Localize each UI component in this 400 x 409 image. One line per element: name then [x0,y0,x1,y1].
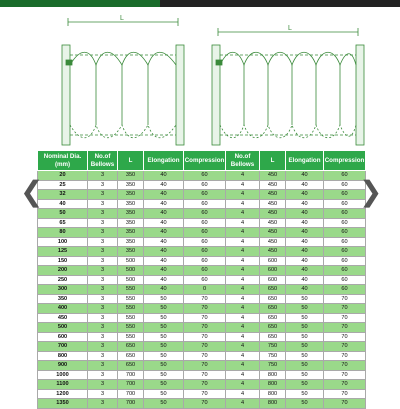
header-length-3: L [118,151,144,171]
table-cell: 60 [184,275,226,285]
table-cell: 60 [184,228,226,238]
table-cell: 900 [38,361,88,371]
table-cell: 50 [286,304,324,314]
table-cell: 350 [118,199,144,209]
table-row [38,389,366,399]
table-row [38,266,366,276]
table-cell: 60 [184,256,226,266]
table-cell: 3 [88,380,118,390]
table-cell: 50 [144,351,184,361]
table-cell: 700 [118,380,144,390]
table-cell: 550 [118,313,144,323]
dimension-label-left: L [120,15,124,22]
table-row [38,380,366,390]
table-cell: 4 [226,342,260,352]
table-row [38,247,366,257]
drawing-4-bellows [212,25,364,145]
table-row [38,332,366,342]
table-cell: 40 [144,180,184,190]
table-cell: 40 [38,199,88,209]
bellows-drawings [40,10,370,148]
table-cell: 0 [184,285,226,295]
table-cell: 70 [184,370,226,380]
table-cell: 60 [324,199,366,209]
table-cell: 450 [260,171,286,181]
table-cell: 4 [226,266,260,276]
table-cell: 70 [324,351,366,361]
table-row [38,361,366,371]
table-cell: 70 [184,380,226,390]
table-cell: 450 [260,228,286,238]
table-cell: 4 [226,313,260,323]
table-cell: 4 [226,247,260,257]
table-cell: 3 [88,247,118,257]
table-cell: 550 [118,294,144,304]
header-compression-4: Compression [324,151,366,171]
table-cell: 3 [88,190,118,200]
table-cell: 3 [88,323,118,333]
table-cell: 3 [88,313,118,323]
table-cell: 3 [88,180,118,190]
table-cell: 350 [118,209,144,219]
table-cell: 50 [144,380,184,390]
table-cell: 50 [144,399,184,409]
table-cell: 50 [286,332,324,342]
table-cell: 40 [286,218,324,228]
table-cell: 1200 [38,389,88,399]
table-cell: 350 [118,247,144,257]
table-row [38,218,366,228]
table-cell: 70 [324,294,366,304]
table-cell: 450 [260,180,286,190]
table-cell: 70 [184,294,226,304]
table-row [38,294,366,304]
table-cell: 50 [286,399,324,409]
table-cell: 4 [226,209,260,219]
table-cell: 650 [118,342,144,352]
table-cell: 4 [226,332,260,342]
table-cell: 650 [260,304,286,314]
table-cell: 3 [88,342,118,352]
table-cell: 50 [286,380,324,390]
table-cell: 550 [118,332,144,342]
table-cell: 500 [118,256,144,266]
table-cell: 40 [144,266,184,276]
table-cell: 350 [118,228,144,238]
table-cell: 70 [324,399,366,409]
table-cell: 350 [38,294,88,304]
table-cell: 50 [144,313,184,323]
table-cell: 50 [144,370,184,380]
table-cell: 40 [286,237,324,247]
table-cell: 500 [118,266,144,276]
table-cell: 40 [144,237,184,247]
table-cell: 3 [88,275,118,285]
next-page-button[interactable] [359,175,383,208]
table-cell: 1100 [38,380,88,390]
table-cell: 4 [226,294,260,304]
table-cell: 700 [118,370,144,380]
table-cell: 4 [226,237,260,247]
table-cell: 550 [118,304,144,314]
table-cell: 750 [260,351,286,361]
table-row [38,342,366,352]
table-cell: 70 [324,332,366,342]
table-cell: 600 [260,266,286,276]
table-cell: 4 [226,228,260,238]
table-cell: 250 [38,275,88,285]
chevron-right-icon: ❯ [359,175,383,208]
table-cell: 50 [144,389,184,399]
table-row [38,209,366,219]
table-cell: 4 [226,190,260,200]
table-cell: 3 [88,237,118,247]
table-cell: 70 [324,304,366,314]
table-cell: 600 [38,332,88,342]
table-row [38,275,366,285]
table-cell: 70 [324,361,366,371]
table-cell: 60 [184,209,226,219]
table-cell: 450 [260,190,286,200]
table-cell: 4 [226,275,260,285]
table-cell: 40 [144,285,184,295]
header-bar [0,0,400,7]
table-cell: 60 [184,237,226,247]
table-cell: 800 [260,380,286,390]
table-cell: 70 [184,361,226,371]
table-cell: 40 [144,199,184,209]
table-row [38,228,366,238]
table-cell: 70 [324,380,366,390]
table-cell: 800 [260,389,286,399]
table-cell: 60 [324,237,366,247]
table-cell: 70 [184,389,226,399]
table-cell: 40 [144,256,184,266]
table-row [38,180,366,190]
table-cell: 40 [286,199,324,209]
table-cell: 70 [184,332,226,342]
table-cell: 3 [88,399,118,409]
table-cell: 3 [88,304,118,314]
table-cell: 3 [88,171,118,181]
table-cell: 1350 [38,399,88,409]
header-compression-3: Compression [184,151,226,171]
table-cell: 70 [324,389,366,399]
table-cell: 60 [324,285,366,295]
table-cell: 800 [38,351,88,361]
table-cell: 4 [226,389,260,399]
table-cell: 350 [118,190,144,200]
table-cell: 60 [324,171,366,181]
table-row [38,237,366,247]
table-cell: 60 [324,256,366,266]
table-cell: 350 [118,218,144,228]
table-cell: 4 [226,171,260,181]
table-cell: 40 [286,266,324,276]
table-cell: 60 [324,180,366,190]
table-cell: 40 [286,247,324,257]
table-row [38,304,366,314]
table-cell: 20 [38,171,88,181]
table-cell: 50 [286,294,324,304]
table-cell: 4 [226,323,260,333]
table-cell: 750 [260,361,286,371]
table-cell: 600 [260,275,286,285]
table-cell: 40 [286,190,324,200]
table-cell: 500 [38,323,88,333]
table-cell: 50 [144,304,184,314]
table-cell: 50 [286,370,324,380]
table-cell: 40 [144,190,184,200]
table-row [38,199,366,209]
table-cell: 60 [184,199,226,209]
table-cell: 350 [118,180,144,190]
table-cell: 40 [144,247,184,257]
table-cell: 60 [324,228,366,238]
table-cell: 60 [184,180,226,190]
table-cell: 40 [286,256,324,266]
table-cell: 650 [260,332,286,342]
table-cell: 70 [184,342,226,352]
table-cell: 450 [260,199,286,209]
table-cell: 60 [324,218,366,228]
table-cell: 40 [286,228,324,238]
table-cell: 750 [260,342,286,352]
table-cell: 50 [286,342,324,352]
table-cell: 50 [144,332,184,342]
table-cell: 60 [324,209,366,219]
table-cell: 4 [226,285,260,295]
drawing-3-bellows [62,15,184,145]
specs-table [37,150,366,409]
table-cell: 70 [184,313,226,323]
table-cell: 60 [324,275,366,285]
table-cell: 450 [260,237,286,247]
table-cell: 3 [88,228,118,238]
table-cell: 450 [260,218,286,228]
table-cell: 70 [184,304,226,314]
table-cell: 400 [38,304,88,314]
table-cell: 3 [88,266,118,276]
table-cell: 800 [260,370,286,380]
table-row [38,256,366,266]
table-row [38,171,366,181]
prev-page-button[interactable] [20,175,44,208]
table-cell: 50 [286,389,324,399]
table-cell: 50 [286,351,324,361]
table-cell: 40 [144,228,184,238]
table-cell: 650 [260,323,286,333]
dimension-label-right: L [288,25,292,32]
table-cell: 350 [118,171,144,181]
chevron-left-icon: ❮ [20,175,44,208]
table-cell: 3 [88,285,118,295]
table-cell: 60 [184,190,226,200]
table-cell: 125 [38,247,88,257]
table-cell: 40 [144,209,184,219]
table-row [38,323,366,333]
table-cell: 40 [286,180,324,190]
table-cell: 60 [184,247,226,257]
table-cell: 65 [38,218,88,228]
header-elongation-4: Elongation [286,151,324,171]
table-cell: 500 [118,275,144,285]
table-cell: 60 [184,218,226,228]
table-cell: 450 [38,313,88,323]
table-cell: 3 [88,256,118,266]
table-cell: 3 [88,199,118,209]
table-cell: 650 [260,285,286,295]
table-cell: 50 [144,294,184,304]
table-cell: 4 [226,361,260,371]
table-cell: 40 [286,171,324,181]
table-cell: 70 [324,342,366,352]
table-cell: 3 [88,218,118,228]
header-length-4: L [260,151,286,171]
table-cell: 70 [324,323,366,333]
table-cell: 40 [144,275,184,285]
header-elongation-3: Elongation [144,151,184,171]
table-row [38,370,366,380]
table-cell: 50 [286,361,324,371]
table-cell: 3 [88,389,118,399]
table-cell: 4 [226,218,260,228]
table-cell: 300 [38,285,88,295]
table-cell: 32 [38,190,88,200]
table-cell: 70 [324,313,366,323]
table-cell: 60 [324,266,366,276]
table-cell: 650 [260,294,286,304]
table-header-row [38,151,366,171]
header-bellows-3: No.of Bellows [88,151,118,171]
table-cell: 3 [88,351,118,361]
table-cell: 650 [118,351,144,361]
table-cell: 4 [226,256,260,266]
table-cell: 70 [324,370,366,380]
table-cell: 200 [38,266,88,276]
table-cell: 4 [226,180,260,190]
table-cell: 50 [144,323,184,333]
table-cell: 60 [324,190,366,200]
table-cell: 1000 [38,370,88,380]
table-cell: 50 [144,342,184,352]
table-cell: 100 [38,237,88,247]
table-cell: 60 [324,247,366,257]
table-cell: 4 [226,380,260,390]
table-cell: 50 [286,323,324,333]
header-nominal-dia: Nominal Dia. (mm) [38,151,88,171]
table-cell: 700 [38,342,88,352]
table-row [38,285,366,295]
header-accent [0,0,160,7]
table-cell: 70 [184,399,226,409]
table-cell: 80 [38,228,88,238]
table-cell: 3 [88,332,118,342]
table-cell: 70 [184,323,226,333]
table-cell: 650 [118,361,144,371]
table-cell: 3 [88,294,118,304]
table-cell: 3 [88,361,118,371]
table-row [38,190,366,200]
table-cell: 60 [184,266,226,276]
table-cell: 150 [38,256,88,266]
table-cell: 4 [226,304,260,314]
table-cell: 40 [286,285,324,295]
table-cell: 650 [260,313,286,323]
table-cell: 40 [286,209,324,219]
table-cell: 4 [226,399,260,409]
table-cell: 700 [118,389,144,399]
table-cell: 550 [118,285,144,295]
table-cell: 4 [226,351,260,361]
table-cell: 600 [260,256,286,266]
table-row [38,313,366,323]
header-bellows-4: No.of Bellows [226,151,260,171]
table-cell: 800 [260,399,286,409]
table-cell: 40 [144,218,184,228]
table-cell: 40 [144,171,184,181]
table-cell: 4 [226,199,260,209]
table-cell: 70 [184,351,226,361]
table-cell: 50 [286,313,324,323]
table-cell: 50 [144,361,184,371]
table-cell: 4 [226,370,260,380]
table-cell: 50 [38,209,88,219]
table-cell: 3 [88,370,118,380]
table-cell: 450 [260,209,286,219]
table-cell: 40 [286,275,324,285]
table-cell: 350 [118,237,144,247]
table-row [38,351,366,361]
table-cell: 700 [118,399,144,409]
table-cell: 450 [260,247,286,257]
table-cell: 60 [184,171,226,181]
table-cell: 25 [38,180,88,190]
table-cell: 3 [88,209,118,219]
table-cell: 550 [118,323,144,333]
